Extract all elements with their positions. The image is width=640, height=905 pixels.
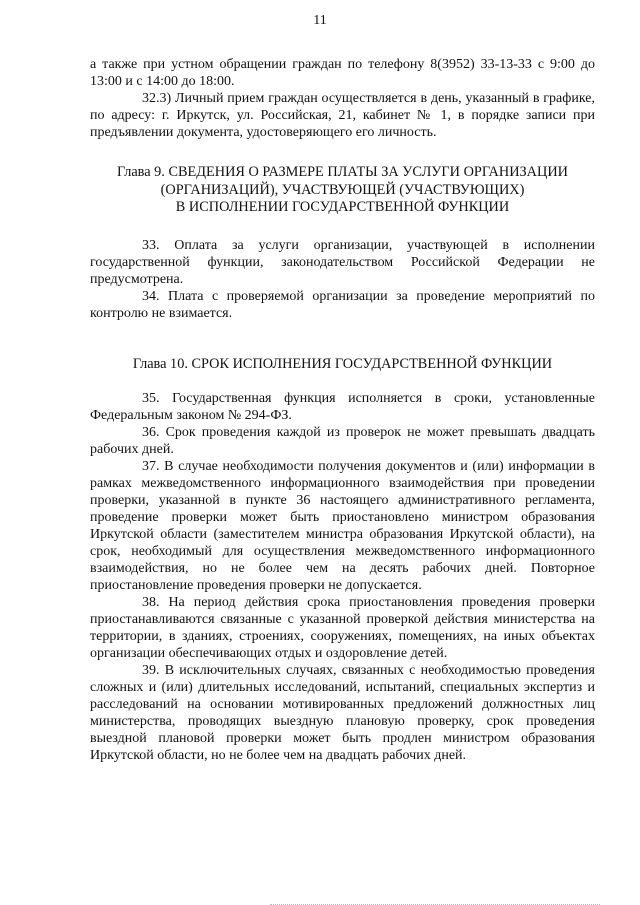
paragraph-32-3: 32.3) Личный прием граждан осуществляется в день, указанный в графике, по адресу: г. Иркутск, ул. Российская, 21, кабинет № 1, в порядке записи при предъявлении документа, удостоверяющего его личность.	[90, 91, 595, 140]
chapter-9-body	[90, 237, 595, 322]
paragraph-37: 37. В случае необходимости получения документов и (или) информации в рамках межведомственного информационного взаимодействия при проведении проверки, указанной в пункте 36 настоящего административного регламента, проведение проверки может быть приостановлено министром образования Иркутской области (заместителем министра образования Иркутской области), на срок, необходимый для осуществления межведомственного информационного взаимодействия, но не более чем на десять рабочих дней. Повторное приостановление проведения проверки не допускается.	[90, 459, 595, 593]
paragraph-36: 36. Срок проведения каждой из проверок не может превышать двадцать рабочих дней.	[90, 425, 595, 457]
paragraph-33: 33. Оплата за услуги организации, участвующей в исполнении государственной функции, законодательством Российской Федерации не предусмотрена.	[90, 237, 595, 287]
paragraph-38: 38. На период действия срока приостановления проведения проверки приостанавливаются связанные с указанной проверкой действия министерства на территории, в зданиях, строениях, сооружениях, помещениях, на иных объектах организации обеспечивающих отдых и оздоровление детей.	[90, 595, 595, 661]
page-number: 11	[313, 13, 327, 28]
chapter-9-heading	[90, 164, 595, 217]
chapter-10-body	[90, 390, 595, 764]
paragraph-34: 34. Плата с проверяемой организации за проведение мероприятий по контролю не взимается.	[90, 288, 595, 321]
chapter-9-heading-line: Глава 9. СВЕДЕНИЯ О РАЗМЕРЕ ПЛАТЫ ЗА УСЛУГИ ОРГАНИЗАЦИИ	[117, 164, 568, 180]
chapter-9-heading-line: В ИСПОЛНЕНИИ ГОСУДАРСТВЕННОЙ ФУНКЦИИ	[175, 199, 510, 215]
paragraph-39: 39. В исключительных случаях, связанных с необходимостью проведения сложных и (или) длительных исследований, испытаний, специальных экспертиз и расследований на основании мотивированных предложений должностных лиц министерства, проводящих выездную плановую проверку, срок проведения выездной плановой проверки может быть продлен министром образования Иркутской области, но не более чем на двадцать рабочих дней.	[90, 663, 595, 763]
paragraph-continuation: а также при устном обращении граждан по телефону 8(3952) 33-13-33 с 9:00 до 13:00 и с 14:00 до 18:00.	[90, 57, 595, 89]
chapter-10-heading: Глава 10. СРОК ИСПОЛНЕНИЯ ГОСУДАРСТВЕННОЙ ФУНКЦИИ	[132, 355, 553, 372]
paragraph-35: 35. Государственная функция исполняется в сроки, установленные Федеральным законом № 294-ФЗ.	[90, 391, 595, 423]
chapter-9-heading-line: (ОРГАНИЗАЦИЙ), УЧАСТВУЮЩЕЙ (УЧАСТВУЮЩИХ)	[160, 181, 525, 198]
document-body	[90, 56, 595, 764]
